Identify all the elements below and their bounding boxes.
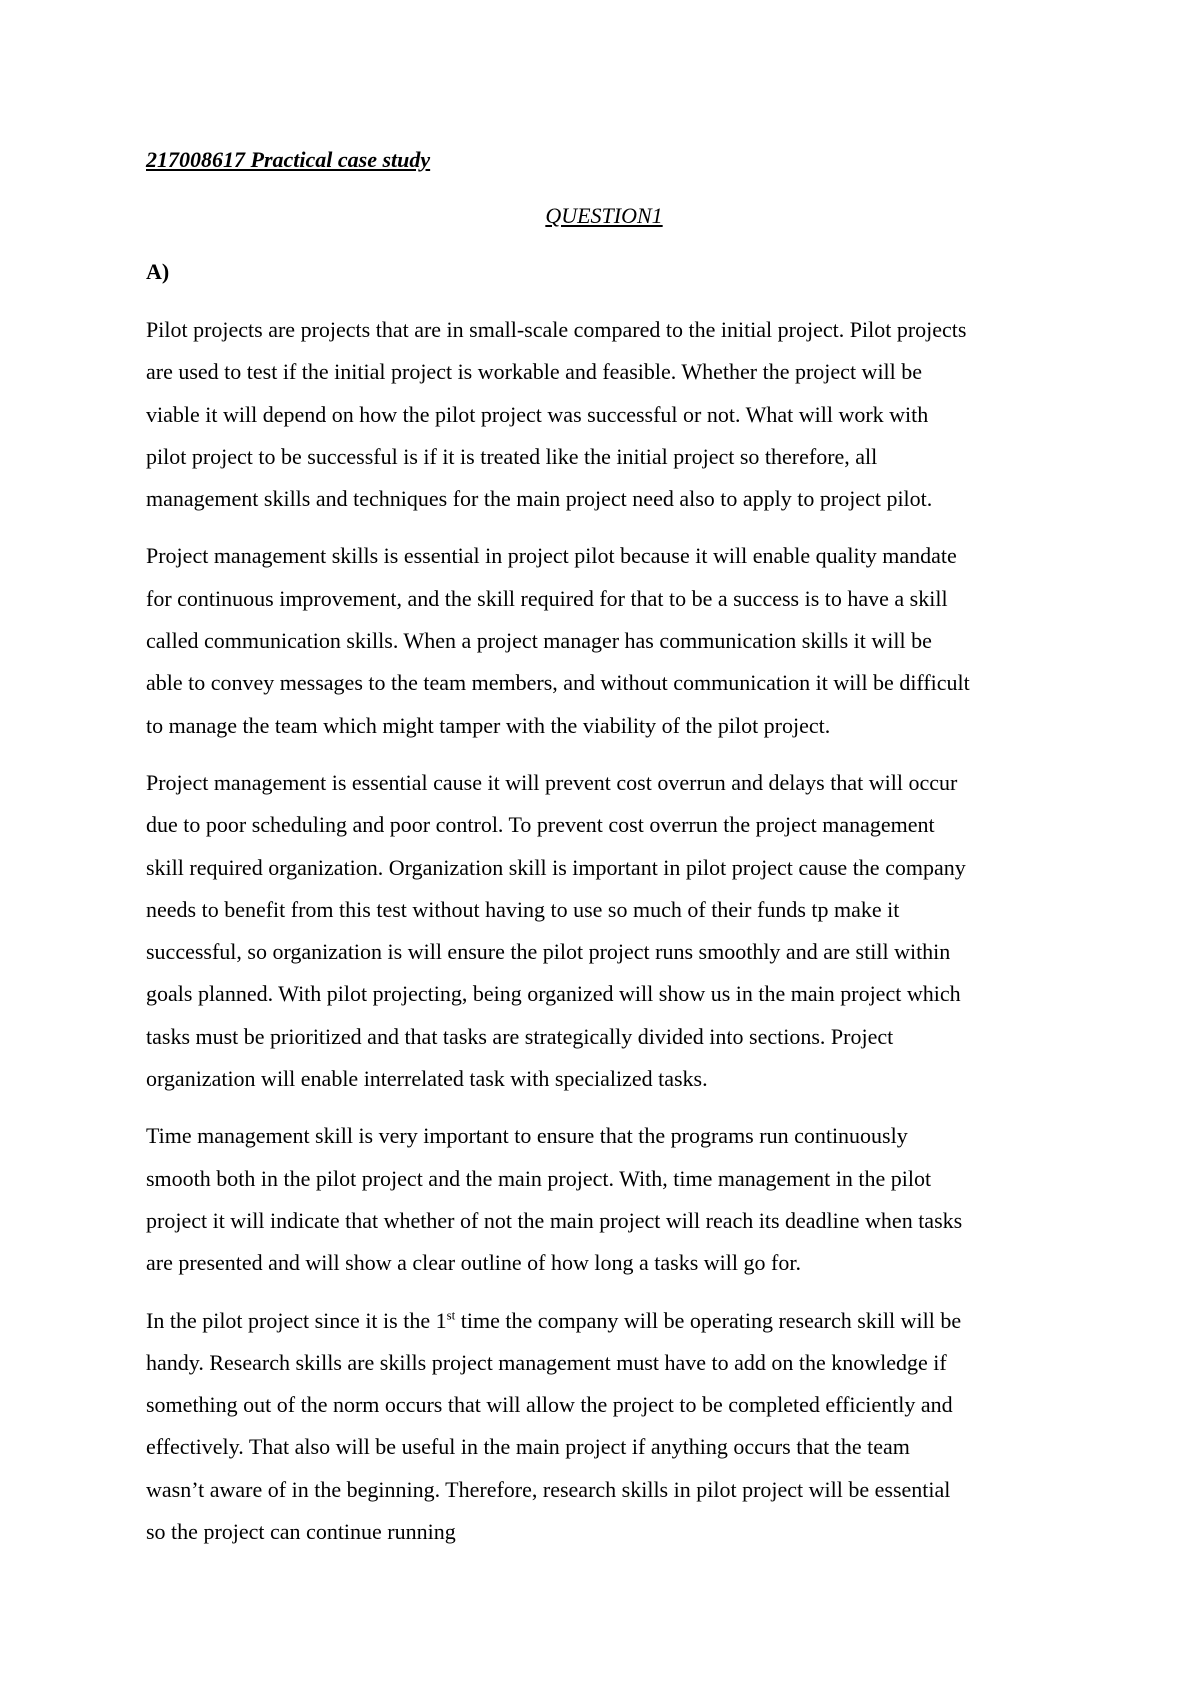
paragraph-time-management <box>146 1115 1062 1284</box>
text-line: viable it will depend on how the pilot project was successful or not. What will work with <box>146 401 929 427</box>
paragraph-organization-skills <box>146 762 1062 1100</box>
paragraph-research-skills <box>146 1300 1062 1554</box>
text-line: for continuous improvement, and the skill required for that to be a success is to have a skill <box>146 585 948 611</box>
text-line: Time management skill is very important to ensure that the programs run continuously <box>146 1123 908 1149</box>
text-line <box>146 1300 1062 1342</box>
text-line: successful, so organization is will ensure the pilot project runs smoothly and are still within <box>146 939 951 965</box>
text-line: to manage the team which might tamper with the viability of the pilot project. <box>146 712 831 738</box>
text-segment: time the company will be operating research skill will be <box>455 1307 962 1333</box>
text-line: are presented and will show a clear outline of how long a tasks will go for. <box>146 1250 801 1276</box>
text-segment: In the pilot project since it is the 1 <box>146 1307 447 1333</box>
text-line: smooth both in the pilot project and the main project. With, time management in the pilot <box>146 1165 932 1191</box>
text-line: project it will indicate that whether of not the main project will reach its deadline when tasks <box>146 1207 963 1233</box>
question-heading: QUESTION1 <box>545 203 663 228</box>
text-line: Project management is essential cause it will prevent cost overrun and delays that will occur <box>146 769 958 795</box>
text-line: needs to benefit from this test without having to use so much of their funds tp make it <box>146 896 900 922</box>
text-line: handy. Research skills are skills project management must have to add on the knowledge if <box>146 1349 947 1375</box>
text-line: tasks must be prioritized and that tasks are strategically divided into sections. Project <box>146 1023 894 1049</box>
text-line: organization will enable interrelated task with specialized tasks. <box>146 1066 708 1092</box>
text-line: due to poor scheduling and poor control. To prevent cost overrun the project management <box>146 812 935 838</box>
document-title: 217008617 Practical case study <box>146 147 431 172</box>
text-line: Project management skills is essential in project pilot because it will enable quality mandate <box>146 543 957 569</box>
text-line: wasn’t aware of in the beginning. Therefore, research skills in pilot project will be essential <box>146 1476 951 1502</box>
text-line: able to convey messages to the team members, and without communication it will be difficult <box>146 670 970 696</box>
part-label: A) <box>146 259 170 284</box>
text-line: management skills and techniques for the main project need also to apply to project pilot. <box>146 486 933 512</box>
text-line: are used to test if the initial project is workable and feasible. Whether the project will be <box>146 359 923 385</box>
text-line: called communication skills. When a project manager has communication skills it will be <box>146 628 932 654</box>
text-line: so the project can continue running <box>146 1519 456 1545</box>
text-line: goals planned. With pilot projecting, being organized will show us in the main project which <box>146 981 961 1007</box>
paragraph-communication-skills <box>146 535 1062 746</box>
text-line: effectively. That also will be useful in the main project if anything occurs that the team <box>146 1434 910 1460</box>
ordinal-suffix: st <box>446 1307 456 1323</box>
text-line: skill required organization. Organization skill is important in pilot project cause the company <box>146 854 966 880</box>
text-line: pilot project to be successful is if it is treated like the initial project so therefore, all <box>146 443 878 469</box>
text-line: something out of the norm occurs that will allow the project to be completed efficiently and <box>146 1392 953 1418</box>
text-line: Pilot projects are projects that are in small-scale compared to the initial project. Pilot projects <box>146 317 967 342</box>
paragraph-pilot-projects <box>146 309 1062 520</box>
document-body <box>146 145 1062 1553</box>
